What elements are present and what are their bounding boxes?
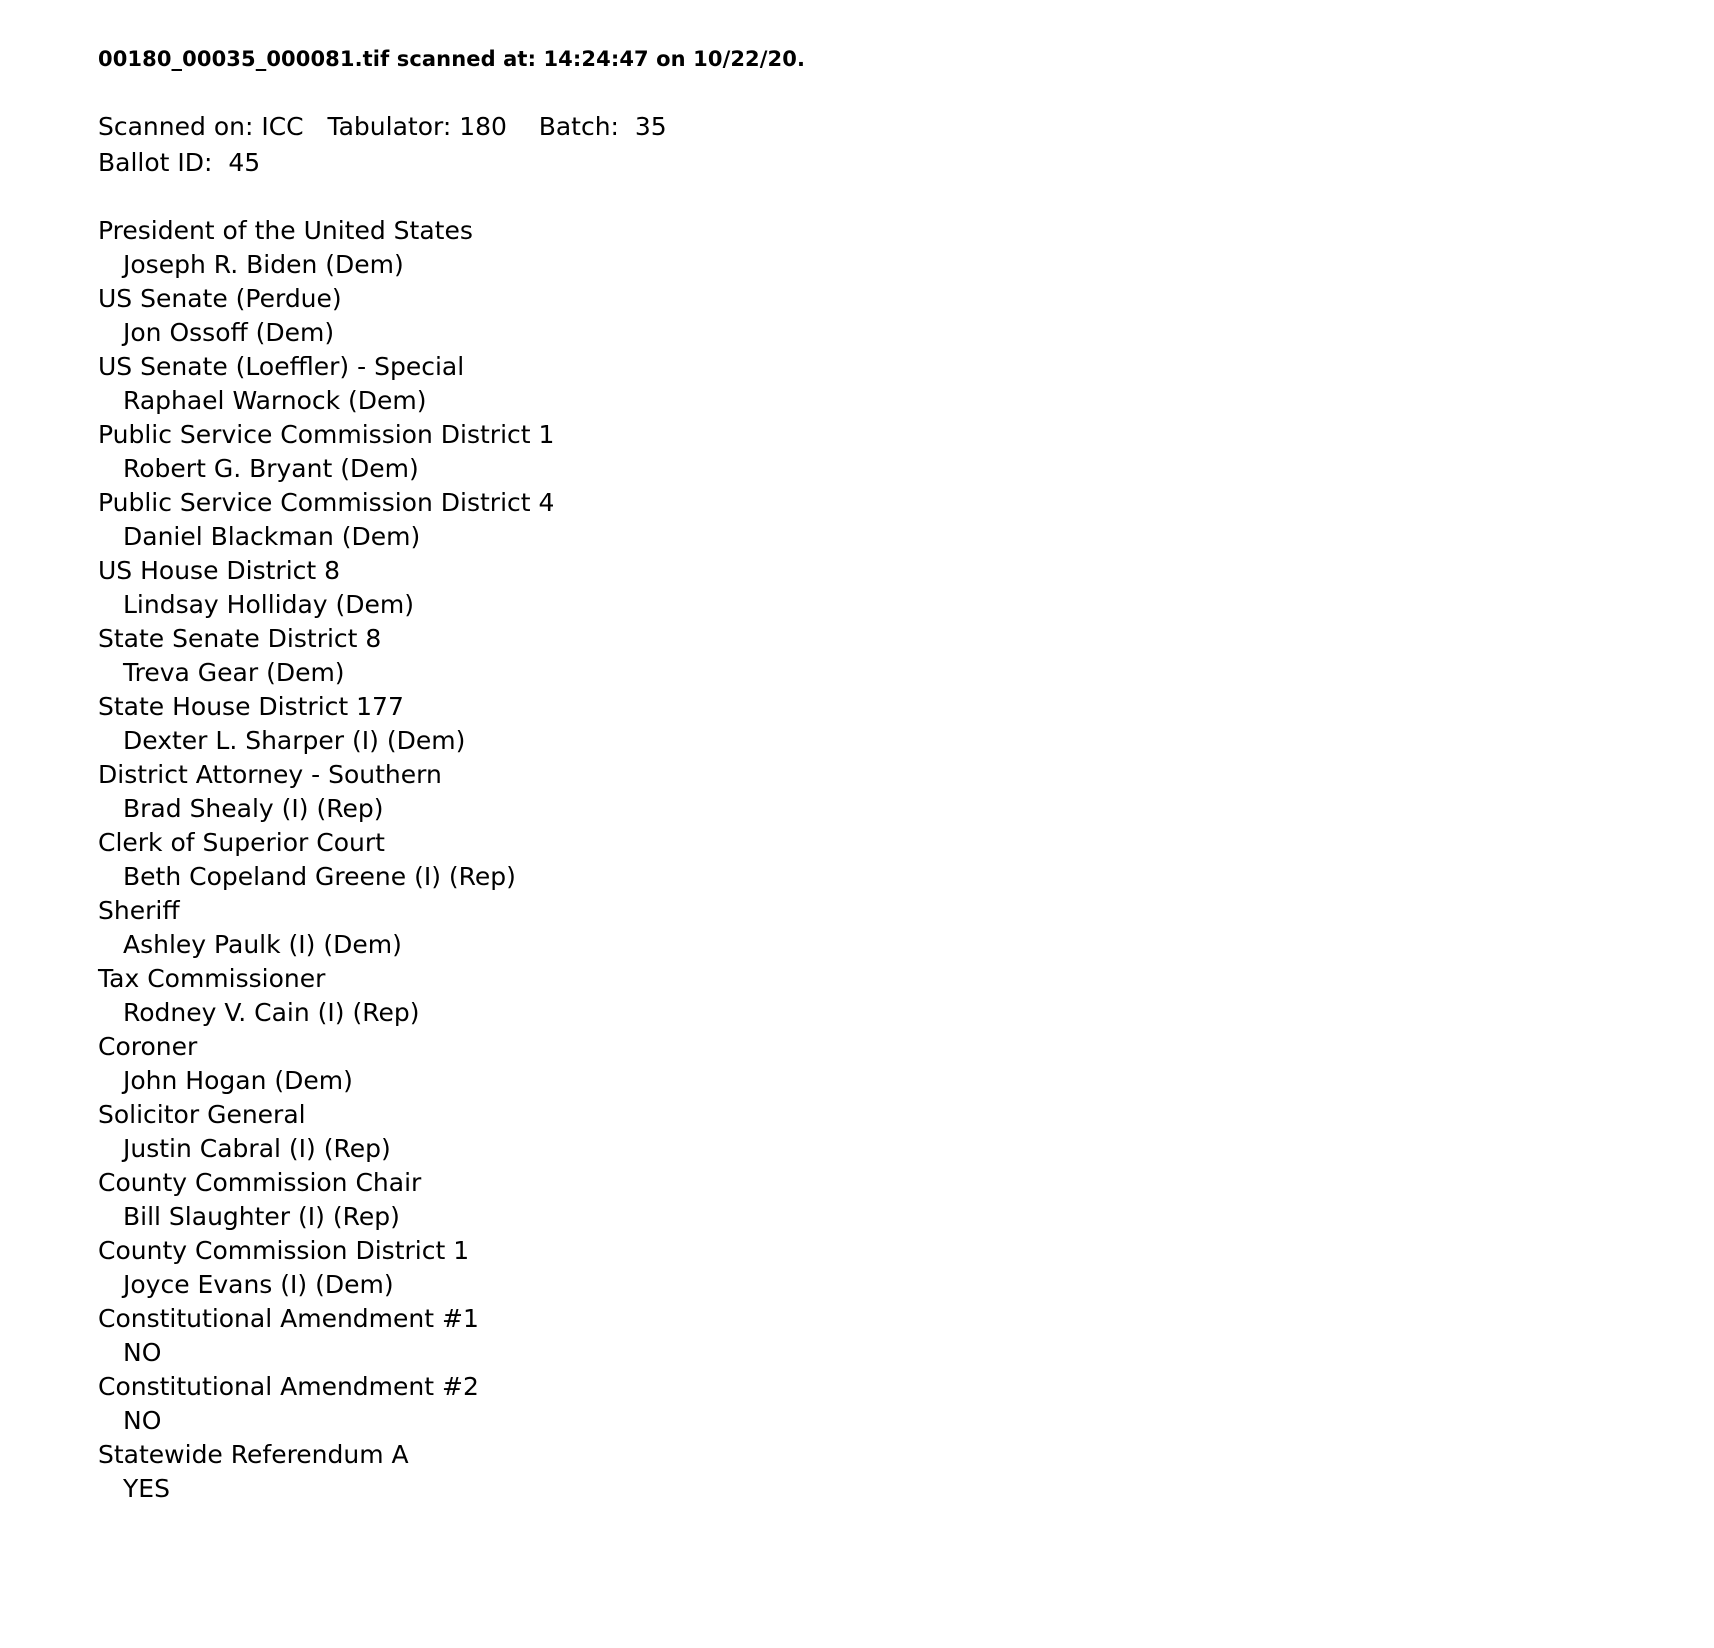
scan-source-line: Scanned on: ICC Tabulator: 180 Batch: 35 xyxy=(98,112,667,142)
contest-list xyxy=(98,214,1674,1506)
contest-selection: Joseph R. Biden (Dem) xyxy=(123,250,404,280)
contest-entry xyxy=(98,622,1674,690)
contest-title: Coroner xyxy=(98,1032,198,1062)
contest-selection: Jon Ossoff (Dem) xyxy=(123,318,335,348)
contest-entry xyxy=(98,1030,1674,1098)
contest-selection: John Hogan (Dem) xyxy=(123,1066,353,1096)
contest-selection: Brad Shealy (I) (Rep) xyxy=(123,794,384,824)
contest-selection: NO xyxy=(123,1406,162,1436)
document-body xyxy=(0,46,1714,1506)
contest-title: State Senate District 8 xyxy=(98,624,382,654)
contest-entry xyxy=(98,486,1674,554)
contest-title: County Commission District 1 xyxy=(98,1236,470,1266)
ballot-id-line: Ballot ID: 45 xyxy=(98,147,261,177)
contest-selection: Bill Slaughter (I) (Rep) xyxy=(123,1202,400,1232)
contest-title: State House District 177 xyxy=(98,692,404,722)
contest-entry xyxy=(98,350,1674,418)
contest-title: Solicitor General xyxy=(98,1100,306,1130)
contest-entry xyxy=(98,1098,1674,1166)
contest-entry xyxy=(98,554,1674,622)
contest-title: Public Service Commission District 4 xyxy=(98,488,555,518)
contest-selection: Robert G. Bryant (Dem) xyxy=(123,454,419,484)
contest-selection: Dexter L. Sharper (I) (Dem) xyxy=(123,726,466,756)
contest-selection: Joyce Evans (I) (Dem) xyxy=(123,1270,394,1300)
contest-entry xyxy=(98,1302,1674,1370)
contest-title: Statewide Referendum A xyxy=(98,1440,409,1470)
contest-entry xyxy=(98,962,1674,1030)
contest-selection: Rodney V. Cain (I) (Rep) xyxy=(123,998,420,1028)
contest-selection: Justin Cabral (I) (Rep) xyxy=(123,1134,391,1164)
contest-entry xyxy=(98,1234,1674,1302)
contest-selection: Raphael Warnock (Dem) xyxy=(123,386,427,416)
scan-file-header: 00180_00035_000081.tif scanned at: 14:24:47 on 10/22/20. xyxy=(98,47,806,71)
contest-selection: NO xyxy=(123,1338,162,1368)
contest-entry xyxy=(98,1370,1674,1438)
contest-title: Constitutional Amendment #2 xyxy=(98,1372,479,1402)
contest-selection: Lindsay Holliday (Dem) xyxy=(123,590,415,620)
contest-selection: Beth Copeland Greene (I) (Rep) xyxy=(123,862,516,892)
contest-title: US Senate (Perdue) xyxy=(98,284,342,314)
contest-selection: Daniel Blackman (Dem) xyxy=(123,522,421,552)
contest-entry xyxy=(98,1166,1674,1234)
contest-entry xyxy=(98,894,1674,962)
contest-selection: YES xyxy=(123,1474,170,1504)
contest-entry xyxy=(98,214,1674,282)
contest-title: US House District 8 xyxy=(98,556,341,586)
contest-title: Sheriff xyxy=(98,896,180,926)
contest-selection: Ashley Paulk (I) (Dem) xyxy=(123,930,402,960)
contest-title: Public Service Commission District 1 xyxy=(98,420,555,450)
contest-entry xyxy=(98,418,1674,486)
scan-metadata xyxy=(98,109,1674,180)
contest-title: Constitutional Amendment #1 xyxy=(98,1304,479,1334)
contest-entry xyxy=(98,690,1674,758)
contest-title: County Commission Chair xyxy=(98,1168,422,1198)
contest-entry xyxy=(98,826,1674,894)
contest-title: Tax Commissioner xyxy=(98,964,326,994)
contest-entry xyxy=(98,758,1674,826)
contest-title: President of the United States xyxy=(98,216,473,246)
contest-entry xyxy=(98,282,1674,350)
contest-title: US Senate (Loeffler) - Special xyxy=(98,352,465,382)
contest-title: District Attorney - Southern xyxy=(98,760,442,790)
contest-title: Clerk of Superior Court xyxy=(98,828,385,858)
contest-entry xyxy=(98,1438,1674,1506)
contest-selection: Treva Gear (Dem) xyxy=(123,658,345,688)
